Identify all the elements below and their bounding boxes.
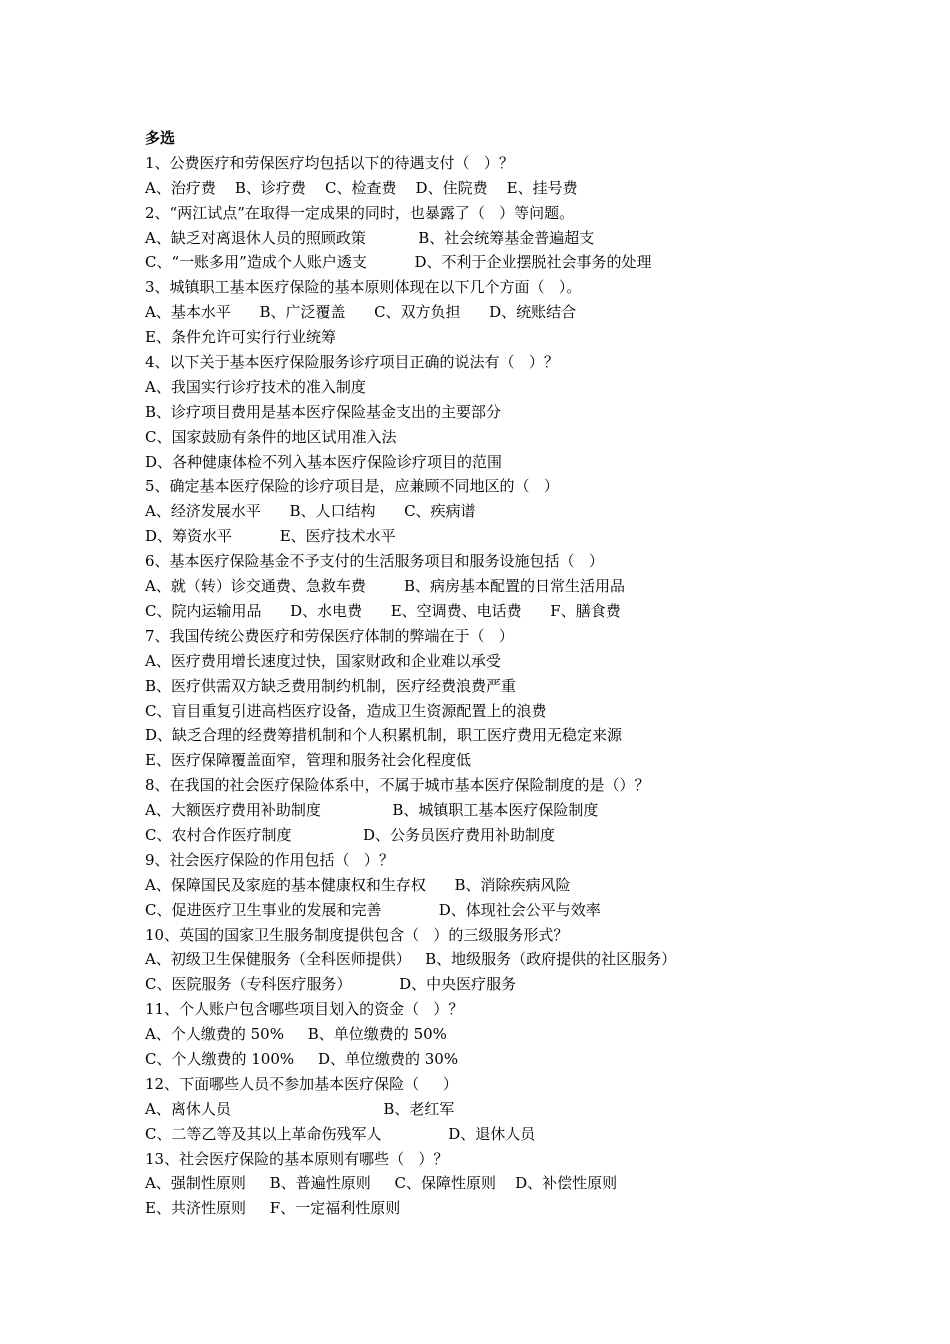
text-line: B、医疗供需双方缺乏费用制约机制，医疗经费浪费严重 (145, 676, 517, 695)
text-line: A、就（转）诊交通费、急救车费 B、病房基本配置的日常生活用品 (145, 577, 626, 596)
document-page (145, 126, 845, 1221)
text-line: E、医疗保障覆盖面窄，管理和服务社会化程度低 (145, 751, 471, 770)
question-list (145, 151, 845, 1221)
text-line: 10、英国的国家卫生服务制度提供包含（ ）的三级服务形式？ (145, 925, 569, 944)
text-line: D、各种健康体检不列入基本医疗保险诊疗项目的范围 (145, 452, 503, 471)
text-line: C、“一账多用”造成个人账户透支 D、不利于企业摆脱社会事务的处理 (145, 253, 652, 272)
text-line: C、医院服务（专科医疗服务） D、中央医疗服务 (145, 975, 517, 994)
text-line: C、个人缴费的 100% D、单位缴费的 30% (145, 1049, 459, 1068)
text-line: A、大额医疗费用补助制度 B、城镇职工基本医疗保险制度 (145, 801, 599, 820)
text-line: A、强制性原则 B、普遍性原则 C、保障性原则 D、补偿性原则 (145, 1174, 618, 1193)
text-line: 6、基本医疗保险基金不予支付的生活服务项目和服务设施包括（ ） (145, 552, 604, 571)
section-heading: 多选 (145, 129, 176, 147)
text-line: A、经济发展水平 B、人口结构 C、疾病谱 (145, 502, 476, 521)
text-line: A、初级卫生保健服务（全科医师提供） B、地级服务（政府提供的社区服务） (145, 950, 677, 969)
text-line: 5、确定基本医疗保险的诊疗项目是，应兼顾不同地区的（ ） (145, 477, 559, 496)
text-line: C、盲目重复引进高档医疗设备，造成卫生资源配置上的浪费 (145, 701, 547, 720)
text-line: 12、下面哪些人员不参加基本医疗保险（ ） (145, 1074, 458, 1093)
text-line: A、治疗费 B、诊疗费 C、检查费 D、住院费 E、挂号费 (145, 178, 578, 197)
text-line: C、促进医疗卫生事业的发展和完善 D、体现社会公平与效率 (145, 900, 601, 919)
text-line: C、国家鼓励有条件的地区试用准入法 (145, 427, 397, 446)
text-line: A、个人缴费的 50% B、单位缴费的 50% (145, 1025, 447, 1044)
text-line: A、缺乏对离退休人员的照顾政策 B、社会统筹基金普遍超支 (145, 228, 595, 247)
text-line: D、缺乏合理的经费筹措机制和个人积累机制，职工医疗费用无稳定来源 (145, 726, 623, 745)
text-line: 1、公费医疗和劳保医疗均包括以下的待遇支付（ ）？ (145, 153, 514, 172)
text-line: A、保障国民及家庭的基本健康权和生存权 B、消除疾病风险 (145, 875, 571, 894)
text-line: E、共济性原则 F、一定福利性原则 (145, 1199, 401, 1218)
text-line: D、筹资水平 E、医疗技术水平 (145, 527, 396, 546)
text-line: A、离休人员 B、老红军 (145, 1099, 455, 1118)
text-line: 4、以下关于基本医疗保险服务诊疗项目正确的说法有（ ）？ (145, 353, 559, 372)
text-line: B、诊疗项目费用是基本医疗保险基金支出的主要部分 (145, 402, 502, 421)
text-line: 11、个人账户包含哪些项目划入的资金（ ）？ (145, 1000, 464, 1019)
text-line: C、院内运输用品 D、水电费 E、空调费、电话费 F、膳食费 (145, 601, 621, 620)
text-line: E、条件允许可实行行业统筹 (145, 328, 336, 347)
text-line: 3、城镇职工基本医疗保险的基本原则体现在以下几个方面（ ）。 (145, 278, 582, 297)
text-line: 9、社会医疗保险的作用包括（ ）？ (145, 850, 394, 869)
text-line: 7、我国传统公费医疗和劳保医疗体制的弊端在于（ ） (145, 626, 514, 645)
text-line: C、农村合作医疗制度 D、公务员医疗费用补助制度 (145, 825, 556, 844)
text-line: A、我国实行诊疗技术的准入制度 (145, 377, 366, 396)
text-line: A、医疗费用增长速度过快，国家财政和企业难以承受 (145, 651, 501, 670)
text-line: C、二等乙等及其以上革命伤残军人 D、退休人员 (145, 1124, 536, 1143)
text-line: 8、在我国的社会医疗保险体系中，不属于城市基本医疗保险制度的是（）？ (145, 776, 650, 795)
text-line: 13、社会医疗保险的基本原则有哪些（ ）？ (145, 1149, 449, 1168)
text-line: 2、“两江试点”在取得一定成果的同时，也暴露了（ ）等问题。 (145, 203, 575, 222)
text-line: A、基本水平 B、广泛覆盖 C、双方负担 D、统账结合 (145, 303, 577, 322)
